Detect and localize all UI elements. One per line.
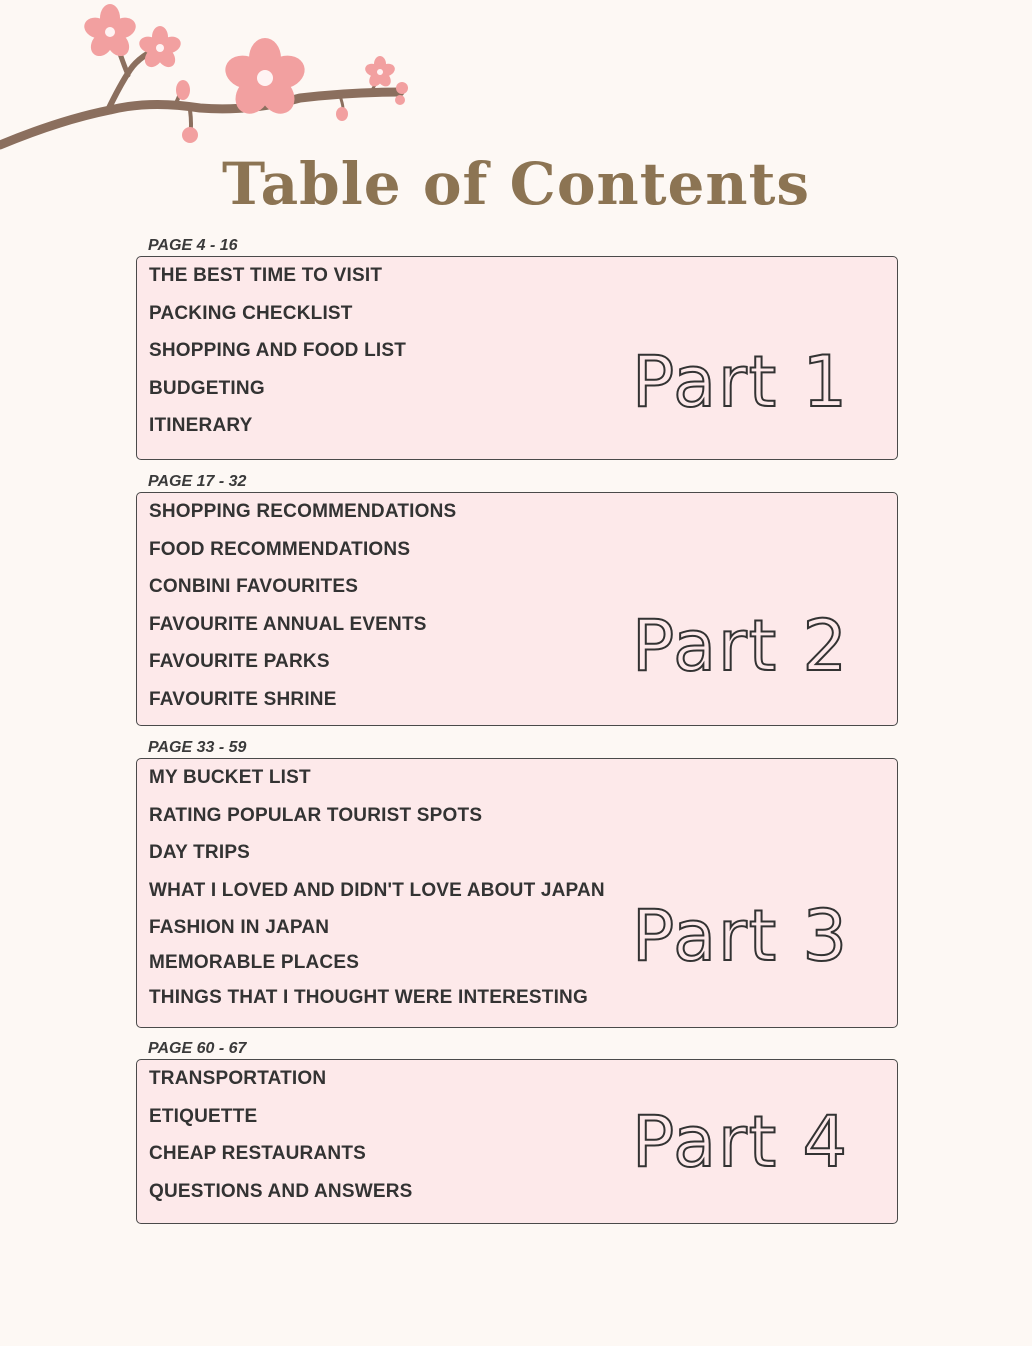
part-label: Part 3 — [632, 894, 849, 977]
toc-item[interactable]: MY BUCKET LIST — [149, 767, 311, 788]
toc-item[interactable]: FAVOURITE ANNUAL EVENTS — [149, 613, 427, 635]
toc-item[interactable]: FAVOURITE SHRINE — [149, 688, 337, 710]
toc-item[interactable]: TRANSPORTATION — [149, 1068, 327, 1089]
toc-item[interactable]: FOOD RECOMMENDATIONS — [149, 538, 411, 560]
toc-item[interactable]: THINGS THAT I THOUGHT WERE INTERESTING — [149, 987, 588, 1008]
toc-section-part-3 — [136, 738, 898, 1028]
toc-item[interactable]: QUESTIONS AND ANSWERS — [149, 1180, 413, 1202]
toc-box — [136, 492, 898, 726]
toc-section-part-4 — [136, 1039, 898, 1224]
toc-box — [136, 256, 898, 460]
page-range-label: PAGE 60 - 67 — [148, 1040, 247, 1057]
toc-item[interactable]: PACKING CHECKLIST — [149, 302, 353, 324]
toc-item[interactable]: SHOPPING AND FOOD LIST — [149, 340, 407, 361]
part-label: Part 2 — [632, 605, 849, 688]
toc-item[interactable]: FASHION IN JAPAN — [149, 917, 330, 938]
toc-box — [136, 758, 898, 1028]
toc-item[interactable]: BUDGETING — [149, 377, 265, 399]
toc-item[interactable]: FAVOURITE PARKS — [149, 651, 330, 672]
part-label: Part 1 — [632, 341, 849, 424]
toc-item[interactable]: DAY TRIPS — [149, 842, 251, 863]
page-title: Table of Contents — [221, 150, 811, 218]
cherry-blossom-branch-icon — [0, 0, 420, 160]
page-range-label: PAGE 17 - 32 — [148, 473, 247, 490]
toc-item[interactable]: ITINERARY — [149, 415, 253, 436]
toc-item[interactable]: SHOPPING RECOMMENDATIONS — [149, 501, 457, 522]
toc-item[interactable]: ETIQUETTE — [149, 1105, 258, 1127]
page-range-label: PAGE 33 - 59 — [148, 739, 247, 756]
toc-item[interactable]: CONBINI FAVOURITES — [149, 576, 359, 597]
page-range-label: PAGE 4 - 16 — [148, 237, 238, 254]
toc-section-part-2 — [136, 472, 898, 726]
toc-box — [136, 1059, 898, 1224]
toc-item[interactable]: RATING POPULAR TOURIST SPOTS — [149, 804, 483, 826]
toc-section-part-1 — [136, 236, 898, 460]
toc-item[interactable]: MEMORABLE PLACES — [149, 952, 360, 973]
part-label: Part 4 — [632, 1100, 849, 1183]
toc-item[interactable]: WHAT I LOVED AND DIDN'T LOVE ABOUT JAPAN — [149, 879, 605, 901]
toc-item[interactable]: THE BEST TIME TO VISIT — [149, 265, 383, 286]
toc-item[interactable]: CHEAP RESTAURANTS — [149, 1143, 366, 1164]
